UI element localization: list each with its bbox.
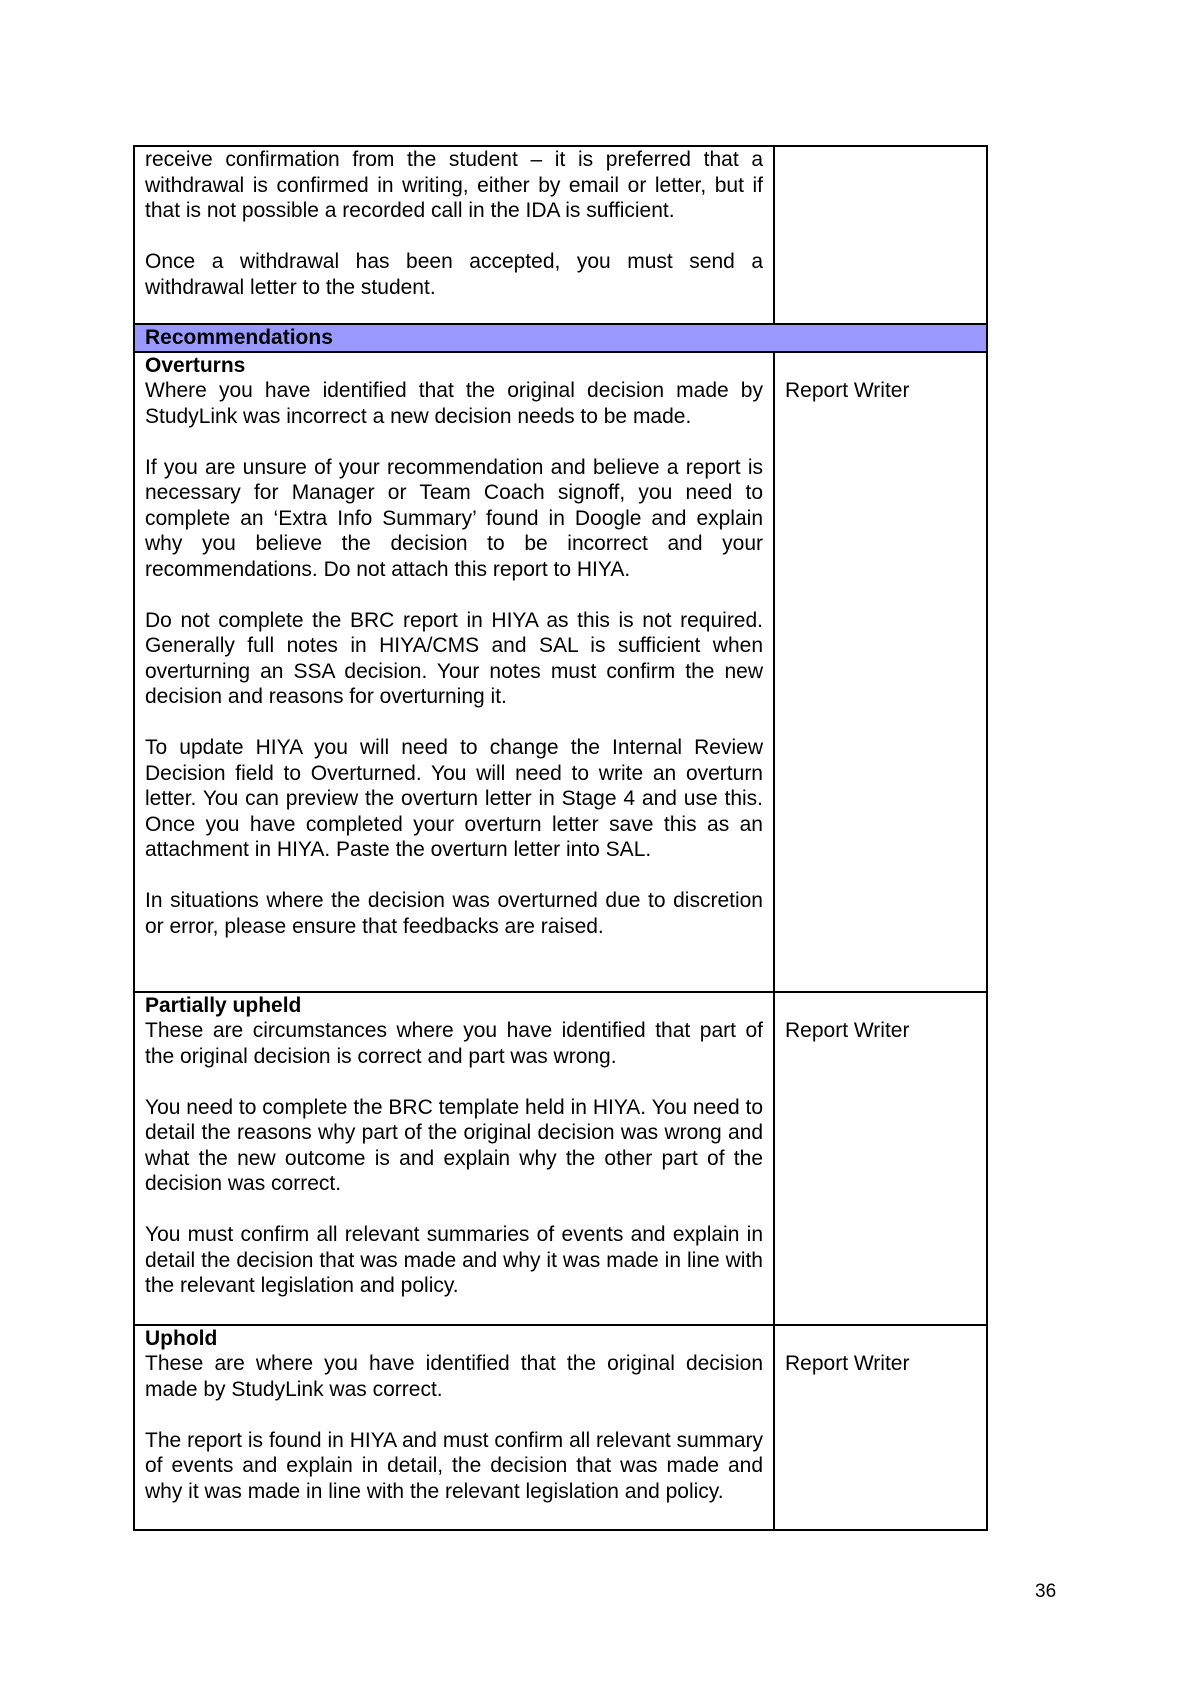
overturns-responsible: Report Writer bbox=[785, 379, 910, 402]
overturns-paragraph: Where you have identified that the original decision made by StudyLink was incorrect a new decision needs to be made. bbox=[145, 379, 763, 428]
partially-upheld-responsible: Report Writer bbox=[785, 1019, 910, 1042]
partially-upheld-paragraph: These are circumstances where you have identified that part of the original decision is correct and part was wrong. bbox=[145, 1019, 763, 1068]
overturns-paragraph: In situations where the decision was overturned due to discretion or error, please ensure that feedbacks are raised. bbox=[145, 889, 763, 938]
overturns-row bbox=[134, 352, 987, 992]
partially-upheld-heading: Partially upheld bbox=[145, 993, 302, 1017]
uphold-row bbox=[134, 1325, 987, 1530]
intro-paragraph: Once a withdrawal has been accepted, you must send a withdrawal letter to the student. bbox=[145, 250, 763, 299]
partially-upheld-row bbox=[134, 992, 987, 1325]
overturns-cell bbox=[134, 352, 774, 992]
intro-cell bbox=[134, 146, 774, 324]
page-number: 36 bbox=[1035, 1581, 1057, 1602]
partially-upheld-cell bbox=[134, 992, 774, 1325]
intro-row bbox=[134, 146, 987, 324]
uphold-cell bbox=[134, 1325, 774, 1530]
uphold-paragraph: The report is found in HIYA and must confirm all relevant summary of events and explain in detail, the decision that was made and why it was made in line with the relevant legislation and policy. bbox=[145, 1428, 763, 1503]
procedure-table bbox=[133, 145, 988, 1531]
overturns-paragraph: To update HIYA you will need to change the Internal Review Decision field to Overturned. You will need to write an overturn letter. You can preview the overturn letter in Stage 4 and use this. Once you have completed your overturn letter save this as an attachment in HIYA. Paste the overturn letter into SAL. bbox=[145, 736, 763, 861]
uphold-responsible: Report Writer bbox=[785, 1352, 910, 1375]
uphold-heading: Uphold bbox=[145, 1326, 218, 1350]
overturns-paragraph: Do not complete the BRC report in HIYA as this is not required. Generally full notes in HIYA/CMS and SAL is sufficient when overturning an SSA decision. Your notes must confirm the new decision and reasons for overturning it. bbox=[145, 608, 763, 708]
uphold-responsible-cell bbox=[774, 1325, 987, 1530]
partially-upheld-paragraph: You need to complete the BRC template held in HIYA. You need to detail the reasons why part of the original decision was wrong and what the new outcome is and explain why the other part of the decision was correct. bbox=[145, 1095, 763, 1195]
overturns-heading: Overturns bbox=[145, 353, 246, 377]
overturns-paragraph: If you are unsure of your recommendation and believe a report is necessary for Manager or Team Coach signoff, you need to complete an ‘Extra Info Summary’ found in Doogle and explain why you believe the decision to be incorrect and your recommendations. Do not attach this report to HIYA. bbox=[145, 455, 763, 581]
partially-upheld-paragraph: You must confirm all relevant summaries of events and explain in detail the decision that was made and why it was made in line with the relevant legislation and policy. bbox=[145, 1223, 763, 1297]
section-band-title: Recommendations bbox=[134, 324, 987, 352]
section-band-row bbox=[134, 324, 987, 352]
uphold-paragraph: These are where you have identified that the original decision made by StudyLink was correct. bbox=[145, 1352, 763, 1401]
overturns-responsible-cell bbox=[774, 352, 987, 992]
intro-paragraph: receive confirmation from the student – it is preferred that a withdrawal is confirmed in writing, either by email or letter, but if that is not possible a recorded call in the IDA is sufficient. bbox=[145, 148, 763, 222]
intro-side-cell bbox=[774, 146, 987, 324]
partially-upheld-responsible-cell bbox=[774, 992, 987, 1325]
